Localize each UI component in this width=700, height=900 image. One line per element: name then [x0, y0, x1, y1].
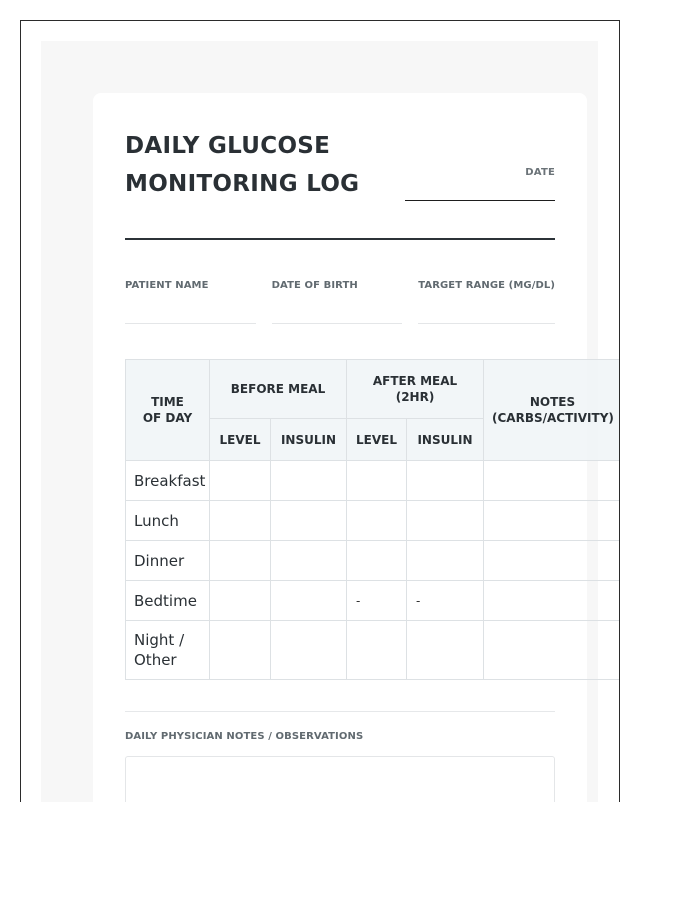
time-of-day-cell: Night / Other	[126, 621, 210, 680]
before-level-cell[interactable]	[210, 541, 271, 581]
header-after-insulin: INSULIN	[407, 419, 484, 461]
header-after-level: LEVEL	[347, 419, 407, 461]
notes-cell[interactable]	[484, 621, 620, 680]
patient-name-field[interactable]	[125, 280, 256, 324]
header-time-of-day: TIME OF DAY	[126, 360, 210, 461]
title-line-2: MONITORING LOG	[125, 171, 360, 197]
page-title	[125, 127, 359, 203]
target-range-field[interactable]	[418, 280, 555, 324]
table-row-bedtime	[126, 581, 621, 621]
notes-cell[interactable]	[484, 581, 620, 621]
after-insulin-cell[interactable]	[407, 541, 484, 581]
after-level-cell[interactable]	[347, 461, 407, 501]
after-insulin-cell[interactable]	[407, 501, 484, 541]
table-row-lunch	[126, 501, 621, 541]
log-sheet-card	[93, 93, 614, 802]
after-level-cell[interactable]: -	[347, 581, 407, 621]
after-level-cell[interactable]	[347, 501, 407, 541]
date-input-line[interactable]	[405, 200, 555, 201]
physician-notes-label: DAILY PHYSICIAN NOTES / OBSERVATIONS	[125, 731, 364, 742]
header-before-level: LEVEL	[210, 419, 271, 461]
before-level-cell[interactable]	[210, 461, 271, 501]
header-before-meal: BEFORE MEAL	[210, 360, 347, 419]
before-insulin-cell[interactable]	[271, 461, 347, 501]
header-before-insulin: INSULIN	[271, 419, 347, 461]
patient-name-label: PATIENT NAME	[125, 280, 209, 291]
time-of-day-cell: Breakfast	[126, 461, 210, 501]
notes-cell[interactable]	[484, 461, 620, 501]
title-divider	[125, 238, 555, 240]
table-row-night-other	[126, 621, 621, 680]
time-of-day-cell: Lunch	[126, 501, 210, 541]
header-after-meal: AFTER MEAL (2HR)	[347, 360, 484, 419]
before-insulin-cell[interactable]	[271, 541, 347, 581]
notes-cell[interactable]	[484, 541, 620, 581]
date-of-birth-label: DATE OF BIRTH	[271, 280, 358, 291]
before-insulin-cell[interactable]	[271, 501, 347, 541]
after-level-cell[interactable]	[347, 621, 407, 680]
table-row-breakfast	[126, 461, 621, 501]
before-insulin-cell[interactable]	[271, 621, 347, 680]
before-level-cell[interactable]	[210, 501, 271, 541]
physician-notes-textarea[interactable]	[125, 756, 555, 802]
title-line-1: DAILY GLUCOSE	[125, 133, 331, 159]
time-of-day-cell: Dinner	[126, 541, 210, 581]
table-header-row	[126, 360, 621, 419]
target-range-input[interactable]	[418, 323, 555, 324]
after-insulin-cell[interactable]	[407, 621, 484, 680]
glucose-log-table	[125, 359, 620, 680]
date-label: DATE	[525, 167, 555, 178]
notes-cell[interactable]	[484, 501, 620, 541]
patient-name-input[interactable]	[125, 323, 256, 324]
before-level-cell[interactable]	[210, 621, 271, 680]
after-insulin-cell[interactable]	[407, 461, 484, 501]
date-field[interactable]	[405, 167, 555, 178]
date-of-birth-field[interactable]	[272, 280, 403, 324]
page-frame	[20, 20, 620, 802]
header-notes: NOTES (CARBS/ACTIVITY)	[484, 360, 620, 461]
table-row-dinner	[126, 541, 621, 581]
date-of-birth-input[interactable]	[272, 323, 403, 324]
after-insulin-cell[interactable]: -	[407, 581, 484, 621]
time-of-day-cell: Bedtime	[126, 581, 210, 621]
target-range-label: TARGET RANGE (MG/DL)	[418, 280, 555, 291]
page-backdrop	[41, 41, 614, 802]
before-level-cell[interactable]	[210, 581, 271, 621]
section-divider	[125, 711, 555, 712]
patient-info-fields	[125, 280, 555, 324]
before-insulin-cell[interactable]	[271, 581, 347, 621]
after-level-cell[interactable]	[347, 541, 407, 581]
